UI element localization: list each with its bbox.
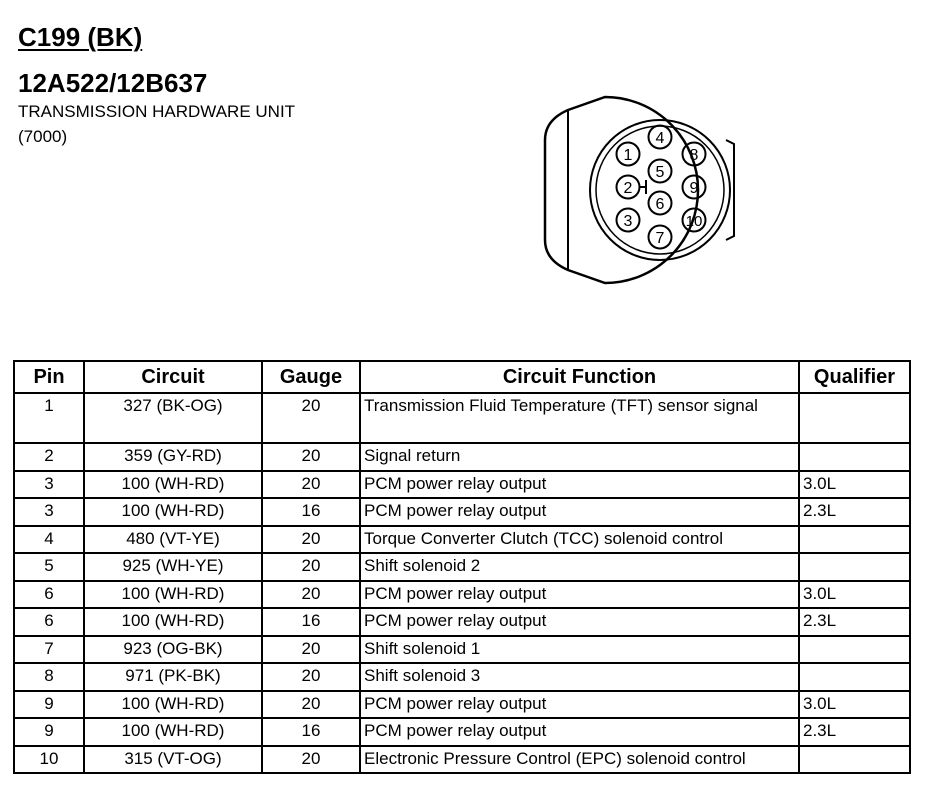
cell-qualifier (799, 746, 910, 774)
header-circuit: Circuit (84, 361, 262, 393)
table-header-row (14, 361, 910, 393)
header-function: Circuit Function (360, 361, 799, 393)
header-pin: Pin (14, 361, 84, 393)
cell-pin: 9 (14, 718, 84, 746)
cell-pin: 1 (14, 393, 84, 443)
cell-gauge: 20 (262, 443, 360, 471)
table-row (14, 636, 910, 664)
pin-10-label: 10 (685, 213, 703, 230)
table-row (14, 746, 910, 774)
cell-gauge: 16 (262, 608, 360, 636)
cell-gauge: 20 (262, 581, 360, 609)
pin-group (617, 126, 706, 249)
cell-circuit: 100 (WH-RD) (84, 718, 262, 746)
pin-9-label: 9 (689, 180, 699, 197)
pin-7-label: 7 (655, 230, 665, 247)
table-row (14, 498, 910, 526)
cell-gauge: 20 (262, 553, 360, 581)
cell-pin: 6 (14, 581, 84, 609)
cell-gauge: 16 (262, 718, 360, 746)
cell-pin: 10 (14, 746, 84, 774)
cell-gauge: 20 (262, 526, 360, 554)
cell-pin: 4 (14, 526, 84, 554)
connector-diagram (540, 90, 740, 290)
table-row (14, 581, 910, 609)
cell-function: Torque Converter Clutch (TCC) solenoid control (360, 526, 799, 554)
pin-5-label: 5 (655, 164, 665, 181)
cell-qualifier (799, 663, 910, 691)
cell-circuit: 480 (VT-YE) (84, 526, 262, 554)
header-gauge: Gauge (262, 361, 360, 393)
cell-pin: 8 (14, 663, 84, 691)
cell-function: PCM power relay output (360, 498, 799, 526)
cell-gauge: 20 (262, 393, 360, 443)
cell-gauge: 20 (262, 691, 360, 719)
cell-function: Shift solenoid 1 (360, 636, 799, 664)
part-number: 12A522/12B637 (18, 68, 208, 98)
cell-pin: 7 (14, 636, 84, 664)
cell-qualifier: 3.0L (799, 581, 910, 609)
table-row (14, 663, 910, 691)
cell-qualifier: 3.0L (799, 691, 910, 719)
cell-gauge: 20 (262, 663, 360, 691)
cell-gauge: 16 (262, 498, 360, 526)
cell-function: PCM power relay output (360, 471, 799, 499)
cell-function: Shift solenoid 3 (360, 663, 799, 691)
pin-4-label: 4 (655, 130, 665, 147)
cell-circuit: 971 (PK-BK) (84, 663, 262, 691)
cell-circuit: 100 (WH-RD) (84, 498, 262, 526)
cell-circuit: 100 (WH-RD) (84, 581, 262, 609)
cell-function: PCM power relay output (360, 691, 799, 719)
cell-function: Electronic Pressure Control (EPC) solenoid control (360, 746, 799, 774)
cell-function: Signal return (360, 443, 799, 471)
cell-circuit: 315 (VT-OG) (84, 746, 262, 774)
component-description: TRANSMISSION HARDWARE UNIT (18, 102, 296, 121)
table-row (14, 393, 910, 443)
cell-gauge: 20 (262, 636, 360, 664)
cell-circuit: 925 (WH-YE) (84, 553, 262, 581)
cell-pin: 6 (14, 608, 84, 636)
pin-3-label: 3 (623, 213, 633, 230)
table-row (14, 691, 910, 719)
cell-function: PCM power relay output (360, 718, 799, 746)
cell-qualifier (799, 526, 910, 554)
component-code: (7000) (18, 127, 68, 146)
cell-circuit: 100 (WH-RD) (84, 691, 262, 719)
table-row (14, 718, 910, 746)
cell-qualifier: 2.3L (799, 608, 910, 636)
cell-circuit: 359 (GY-RD) (84, 443, 262, 471)
cell-pin: 2 (14, 443, 84, 471)
cell-circuit: 327 (BK-OG) (84, 393, 262, 443)
cell-qualifier: 2.3L (799, 718, 910, 746)
cell-qualifier: 3.0L (799, 471, 910, 499)
pin-8-label: 8 (689, 147, 699, 164)
cell-function: PCM power relay output (360, 581, 799, 609)
table-row (14, 471, 910, 499)
cell-gauge: 20 (262, 746, 360, 774)
connector-id: C199 (BK) (18, 22, 143, 52)
cell-pin: 9 (14, 691, 84, 719)
cell-circuit: 100 (WH-RD) (84, 608, 262, 636)
cell-function: Transmission Fluid Temperature (TFT) sensor signal (360, 393, 799, 443)
table-row (14, 553, 910, 581)
cell-pin: 5 (14, 553, 84, 581)
pin-6-label: 6 (655, 196, 665, 213)
cell-circuit: 100 (WH-RD) (84, 471, 262, 499)
header-qualifier: Qualifier (799, 361, 910, 393)
pin-table (13, 360, 911, 774)
cell-pin: 3 (14, 471, 84, 499)
table-row (14, 443, 910, 471)
cell-qualifier (799, 636, 910, 664)
cell-qualifier: 2.3L (799, 498, 910, 526)
table-row (14, 526, 910, 554)
table-row (14, 608, 910, 636)
cell-pin: 3 (14, 498, 84, 526)
pin-2-label: 2 (623, 180, 633, 197)
cell-qualifier (799, 393, 910, 443)
cell-function: Shift solenoid 2 (360, 553, 799, 581)
cell-qualifier (799, 553, 910, 581)
cell-circuit: 923 (OG-BK) (84, 636, 262, 664)
pin-1-label: 1 (623, 147, 633, 164)
cell-function: PCM power relay output (360, 608, 799, 636)
cell-gauge: 20 (262, 471, 360, 499)
cell-qualifier (799, 443, 910, 471)
